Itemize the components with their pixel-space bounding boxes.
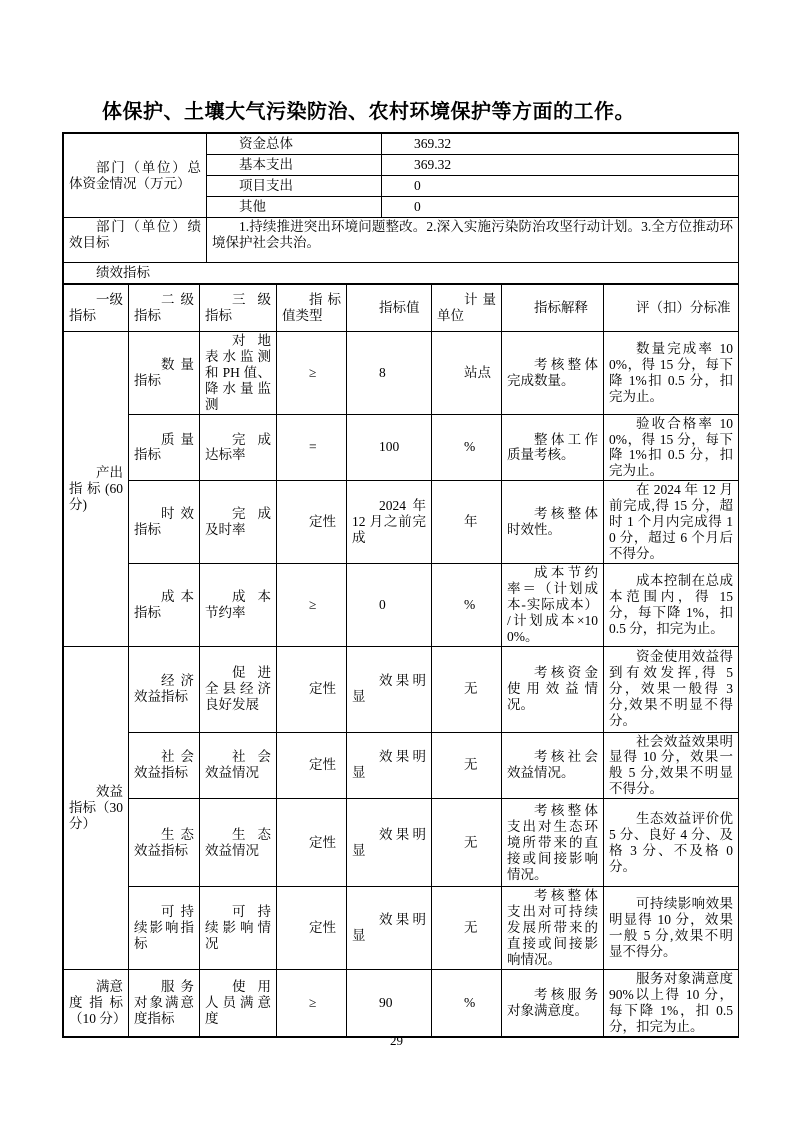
value-cell: 2024 年 12 月之前完成: [347, 481, 432, 564]
unit-cell: 无: [432, 732, 502, 799]
col-header-unit: 计量单位: [432, 285, 502, 332]
value-type-cell: 定性: [277, 887, 347, 970]
fund-summary-table: [63, 133, 739, 284]
fund-item-label: 基本支出: [207, 155, 382, 176]
fund-item-label: 资金总体: [207, 134, 382, 155]
standard-cell: 验收合格率 100%，得 15 分，每下降 1%扣 0.5 分，扣完为止。: [604, 414, 739, 481]
fund-item-label: 项目支出: [207, 176, 382, 197]
unit-cell: %: [432, 969, 502, 1036]
table-row: [64, 134, 739, 155]
level2-cell: 社会效益指标: [129, 732, 200, 799]
value-cell: 效果明显: [347, 799, 432, 887]
explain-cell: 考核整体支出对生态环境所带来的直接或间接影响情况。: [502, 799, 604, 887]
explain-cell: 考核整体支出对可持续发展所带来的直接或间接影响情况。: [502, 887, 604, 970]
table-row: [64, 799, 739, 887]
table-row: [64, 332, 739, 415]
level2-cell: 数量指标: [129, 332, 200, 415]
col-header-value-type: 指标值类型: [277, 285, 347, 332]
standard-cell: 数量完成率 100%，得 15 分，每下降 1%扣 0.5 分，扣完为止。: [604, 332, 739, 415]
explain-cell: 考核服务对象满意度。: [502, 969, 604, 1036]
explain-cell: 成本节约率＝（计划成本-实际成本） /计划成本×100%。: [502, 563, 604, 646]
col-header-level1: 一级指标: [64, 285, 129, 332]
col-header-explain: 指标解释: [502, 285, 604, 332]
standard-cell: 资金使用效益得到有效发挥,得 5 分，效果一般得 3 分,效果不明显不得分。: [604, 646, 739, 732]
fund-item-label: 其他: [207, 197, 382, 218]
col-header-standard: 评（扣）分标准: [604, 285, 739, 332]
unit-cell: %: [432, 563, 502, 646]
level2-cell: 质量指标: [129, 414, 200, 481]
level3-cell: 生态效益情况: [200, 799, 277, 887]
col-header-level2: 二级指标: [129, 285, 200, 332]
level1-cell: 产出指标(60 分): [64, 332, 129, 647]
explain-cell: 考核整体完成数量。: [502, 332, 604, 415]
explain-cell: 考核资金使用效益情况。: [502, 646, 604, 732]
value-type-cell: 定性: [277, 732, 347, 799]
level3-cell: 促进全县经济良好发展: [200, 646, 277, 732]
standard-cell: 服务对象满意度 90%以上得 10 分，每下降 1%，扣 0.5 分，扣完为止。: [604, 969, 739, 1036]
table-row: [64, 969, 739, 1036]
level1-cell: 满意度指标（10 分）: [64, 969, 129, 1036]
indicator-table: [63, 284, 739, 1037]
level2-cell: 生态效益指标: [129, 799, 200, 887]
level2-cell: 服务对象满意度指标: [129, 969, 200, 1036]
standard-cell: 成本控制在总成本范围内，得 15 分，每下降 1%，扣 0.5 分，扣完为止。: [604, 563, 739, 646]
value-type-cell: ≥: [277, 563, 347, 646]
explain-cell: 整体工作质量考核。: [502, 414, 604, 481]
performance-report-table: [62, 132, 739, 1038]
standard-cell: 生态效益评价优 5 分、良好 4 分、及格 3 分、不及格 0 分。: [604, 799, 739, 887]
fund-item-value: 369.32: [382, 134, 739, 155]
level3-cell: 使用人员满意度: [200, 969, 277, 1036]
unit-cell: 无: [432, 799, 502, 887]
table-row: [64, 263, 739, 284]
standard-cell: 在 2024 年 12 月前完成,得 15 分，超时 1 个月内完成得 10 分，超过 6 个月后不得分。: [604, 481, 739, 564]
value-type-cell: 定性: [277, 799, 347, 887]
fund-item-value: 0: [382, 176, 739, 197]
level2-cell: 可持续影响指标: [129, 887, 200, 970]
col-header-level3: 三级指标: [200, 285, 277, 332]
level3-cell: 完成达标率: [200, 414, 277, 481]
unit-cell: %: [432, 414, 502, 481]
level1-cell: 效益指标（30 分）: [64, 646, 129, 969]
value-cell: 效果明显: [347, 732, 432, 799]
standard-cell: 可持续影响效果明显得 10 分，效果一般 5 分,效果不明显不得分。: [604, 887, 739, 970]
value-cell: 8: [347, 332, 432, 415]
table-row: [64, 646, 739, 732]
value-cell: 0: [347, 563, 432, 646]
unit-cell: 无: [432, 887, 502, 970]
explain-cell: 考核整体时效性。: [502, 481, 604, 564]
level3-cell: 可持续影响情况: [200, 887, 277, 970]
page-title: 体保护、土壤大气污染防治、农村环境保护等方面的工作。: [102, 101, 635, 123]
value-type-cell: =: [277, 414, 347, 481]
unit-cell: 站点: [432, 332, 502, 415]
col-header-value: 指标值: [347, 285, 432, 332]
standard-cell: 社会效益效果明显得 10 分，效果一般 5 分,效果不明显不得分。: [604, 732, 739, 799]
goal-label: 部门（单位）绩效目标: [64, 218, 207, 263]
level3-cell: 对地表水监测和 PH 值、降水量监测: [200, 332, 277, 415]
value-type-cell: 定性: [277, 646, 347, 732]
level3-cell: 完成及时率: [200, 481, 277, 564]
unit-cell: 无: [432, 646, 502, 732]
fund-overview-label: 部门（单位）总体资金情况（万元）: [64, 134, 207, 218]
indicator-header-row: [64, 285, 739, 332]
level2-cell: 时效指标: [129, 481, 200, 564]
unit-cell: 年: [432, 481, 502, 564]
explain-cell: 考核社会效益情况。: [502, 732, 604, 799]
value-type-cell: ≥: [277, 969, 347, 1036]
value-cell: 效果明显: [347, 887, 432, 970]
level2-cell: 成本指标: [129, 563, 200, 646]
table-row: [64, 563, 739, 646]
level2-cell: 经济效益指标: [129, 646, 200, 732]
table-row: [64, 414, 739, 481]
value-type-cell: 定性: [277, 481, 347, 564]
fund-item-value: 0: [382, 197, 739, 218]
table-row: [64, 732, 739, 799]
table-row: [64, 481, 739, 564]
table-row: [64, 218, 739, 263]
page-number: 29: [390, 1033, 403, 1048]
level3-cell: 社会效益情况: [200, 732, 277, 799]
value-cell: 90: [347, 969, 432, 1036]
table-row: [64, 887, 739, 970]
value-cell: 100: [347, 414, 432, 481]
value-type-cell: ≥: [277, 332, 347, 415]
level3-cell: 成本节约率: [200, 563, 277, 646]
goal-text: 1.持续推进突出环境问题整改。2.深入实施污染防治攻坚行动计划。3.全方位推动环境保护社会共治。: [207, 218, 739, 263]
value-cell: 效果明显: [347, 646, 432, 732]
indicator-section-label: 绩效指标: [64, 263, 739, 284]
fund-item-value: 369.32: [382, 155, 739, 176]
